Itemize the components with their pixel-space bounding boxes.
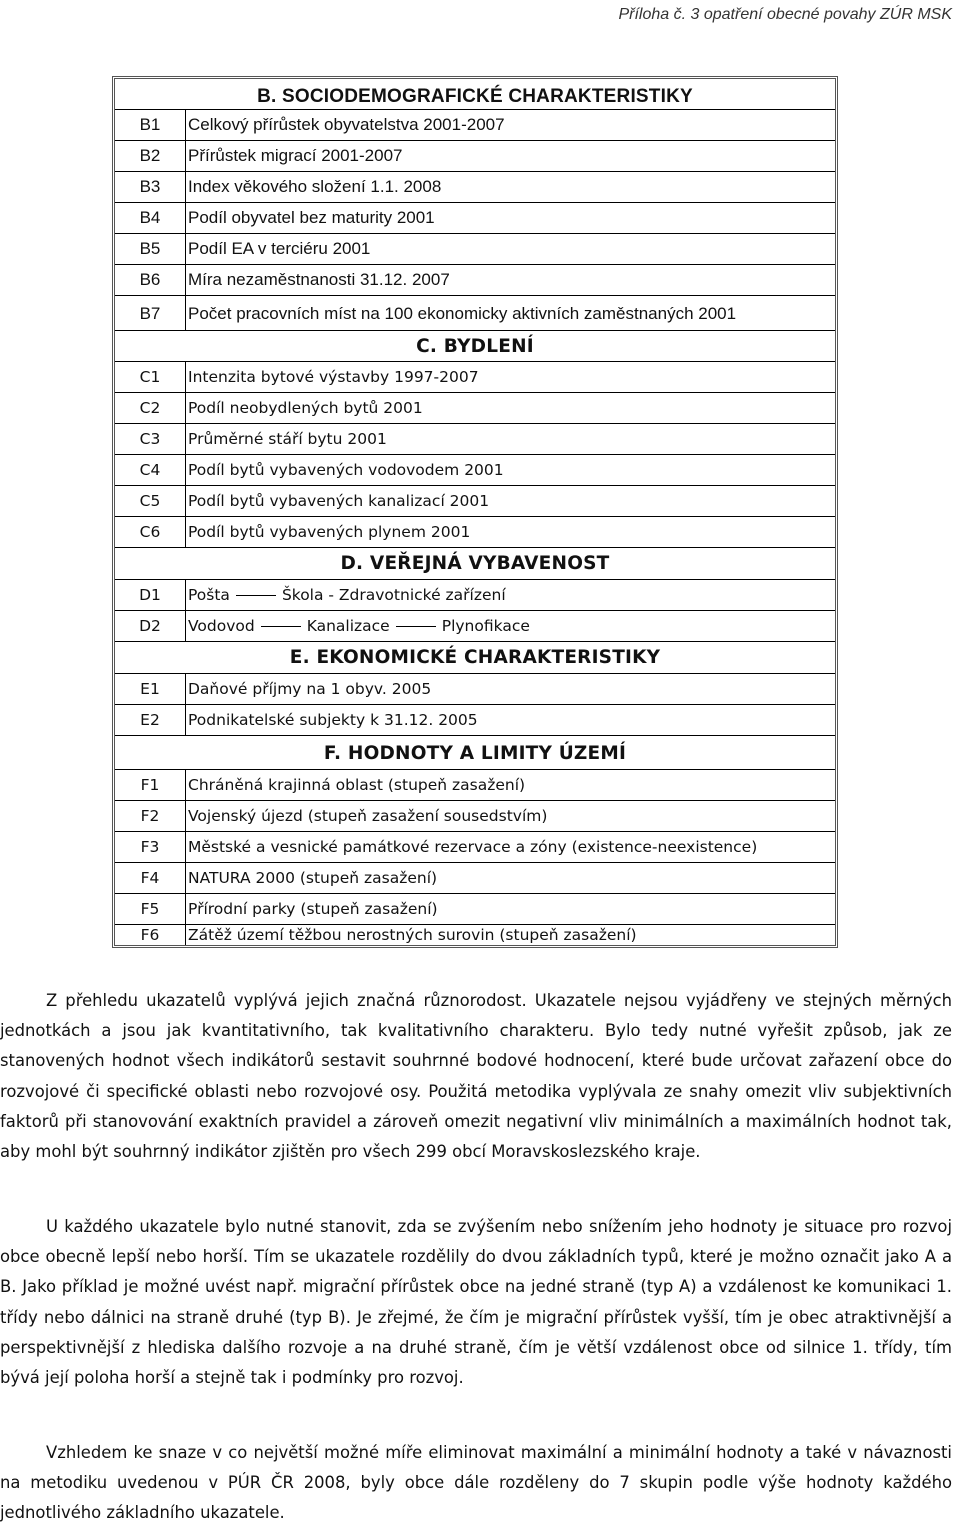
- section-title: D. VEŘEJNÁ VYBAVENOST: [340, 553, 610, 574]
- row-label: Podnikatelské subjekty k 31.12. 2005: [188, 711, 478, 729]
- row-label: Vojenský újezd (stupeň zasažení sousedstvím): [188, 807, 548, 825]
- row-label: Podíl EA v terciéru 2001: [188, 239, 371, 258]
- separator-line: [261, 626, 301, 627]
- row-label-part: Plynofikace: [441, 617, 530, 635]
- section-title: C. BYDLENÍ: [416, 336, 534, 357]
- row-code: E2: [140, 711, 160, 729]
- table-row: [115, 203, 835, 234]
- row-label: Průměrné stáří bytu 2001: [188, 430, 387, 448]
- row-label: Podíl bytů vybavených vodovodem 2001: [188, 461, 504, 479]
- row-code: B4: [139, 208, 161, 227]
- table-row: [115, 925, 835, 945]
- section-title: B. SOCIODEMOGRAFICKÉ CHARAKTERISTIKY: [257, 86, 693, 107]
- table-row: [115, 863, 835, 894]
- section-title: F. HODNOTY A LIMITY ÚZEMÍ: [323, 743, 627, 764]
- row-label: Podíl bytů vybavených kanalizací 2001: [188, 492, 490, 510]
- row-label-part: Pošta: [188, 586, 230, 604]
- row-code: E1: [140, 680, 160, 698]
- row-label-part: Kanalizace: [306, 617, 390, 635]
- indicator-table: [112, 76, 838, 948]
- table-row: [115, 674, 835, 705]
- row-code: F3: [140, 838, 160, 856]
- row-label: NATURA 2000 (stupeň zasažení): [188, 869, 438, 887]
- row-label: [188, 580, 831, 610]
- paragraph: U každého ukazatele bylo nutné stanovit, zda se zvýšením nebo snížením jeho hodnoty je situace pro rozvoj obce obecně lepší nebo horší. Tím se ukazatele rozdělily do dvou základních typů, které je možno označit jako A a B. Jako příklad je možné uvést např. migrační přírůstek obce na jedné straně (typ A) a vzdálenost ke komunikaci 1. třídy nebo dálnici na straně druhé (typ B). Je zřejmé, že čím je migrační přírůstek vyšší, tím je obec atraktivnější a perspektivnější z hlediska dalšího rozvoje a na druhé straně, čím je větší vzdálenost obce od silnice 1. třídy, tím bývá její poloha horší a stejně tak i podmínky pro rozvoj.: [0, 1217, 952, 1388]
- row-label: Chráněná krajinná oblast (stupeň zasažení): [188, 776, 526, 794]
- header-note: Příloha č. 3 opatření obecné povahy ZÚR MSK: [618, 6, 952, 23]
- row-code: C6: [139, 523, 161, 541]
- table-row: [115, 611, 835, 642]
- paragraph: Z přehledu ukazatelů vyplývá jejich značná různorodost. Ukazatele nejsou vyjádřeny ve stejných měrných jednotkách a jsou jak kvantitativního, tak kvalitativního charakteru. Bylo tedy nutné vyřešit způsob, jak ze stanovených hodnot všech indikátorů sestavit souhrnné bodové hodnocení, které bude určovat zařazení obce do rozvojové či specifické oblasti nebo rozvojové osy. Použitá metodika vyplývala ze snahy omezit vliv subjektivních faktorů při stanovování exaktních pravidel a zároveň omezit negativní vliv minimálních a maximálních hodnot tak, aby mohl být souhrnný indikátor zjištěn pro všech 299 obcí Moravskoslezského kraje.: [0, 991, 952, 1162]
- row-code: C3: [139, 430, 161, 448]
- table-row: [115, 517, 835, 548]
- table-row: [115, 234, 835, 265]
- separator-line: [396, 626, 436, 627]
- row-code: C2: [139, 399, 161, 417]
- row-label: Přírůstek migrací 2001-2007: [188, 146, 403, 165]
- row-code: F2: [140, 807, 160, 825]
- row-label-part: Škola - Zdravotnické zařízení: [281, 586, 506, 604]
- section-header-c: [115, 331, 835, 362]
- row-code: F5: [140, 900, 160, 918]
- table-row: [115, 832, 835, 863]
- table-row: [115, 486, 835, 517]
- row-label: Intenzita bytové výstavby 1997-2007: [188, 368, 479, 386]
- row-code: B6: [139, 270, 161, 289]
- row-code: B5: [139, 239, 161, 258]
- row-label: Městské a vesnické památkové rezervace a zóny (existence-neexistence): [188, 838, 758, 856]
- row-label: Zátěž území těžbou nerostných surovin (stupeň zasažení): [188, 926, 637, 944]
- row-code: F4: [140, 869, 160, 887]
- row-code: C1: [139, 368, 161, 386]
- table-row: [115, 172, 835, 203]
- section-title: E. EKONOMICKÉ CHARAKTERISTIKY: [289, 647, 661, 668]
- row-code: F6: [140, 926, 160, 944]
- row-code: C5: [139, 492, 161, 510]
- row-label: Celkový přírůstek obyvatelstva 2001-2007: [188, 115, 505, 134]
- section-header-b: [115, 83, 835, 110]
- table-row: [115, 894, 835, 925]
- row-code: B1: [139, 115, 161, 134]
- row-code: D2: [139, 617, 161, 635]
- row-code: F1: [140, 776, 160, 794]
- row-label: Míra nezaměstnanosti 31.12. 2007: [188, 270, 450, 289]
- table-row: [115, 801, 835, 832]
- row-label: Podíl bytů vybavených plynem 2001: [188, 523, 471, 541]
- row-label: Počet pracovních míst na 100 ekonomicky aktivních zaměstnaných 2001: [188, 304, 737, 323]
- table-row: [115, 580, 835, 611]
- section-header-d: [115, 548, 835, 580]
- row-code: B3: [139, 177, 161, 196]
- row-code: C4: [139, 461, 161, 479]
- table-row: [115, 770, 835, 801]
- row-label: Podíl obyvatel bez maturity 2001: [188, 208, 435, 227]
- table-row: [115, 455, 835, 486]
- section-header-f: [115, 736, 835, 770]
- row-label: [188, 611, 831, 641]
- row-label-part: Vodovod: [188, 617, 255, 635]
- table-row: [115, 393, 835, 424]
- table-row: [115, 705, 835, 736]
- row-label: Podíl neobydlených bytů 2001: [188, 399, 423, 417]
- table-row: [115, 110, 835, 141]
- separator-line: [236, 595, 276, 596]
- row-label: Přírodní parky (stupeň zasažení): [188, 900, 438, 918]
- row-code: D1: [139, 586, 161, 604]
- table-row: [115, 362, 835, 393]
- paragraph: Vzhledem ke snaze v co největší možné míře eliminovat maximální a minimální hodnoty a také v návaznosti na metodiku uvedenou v PÚR ČR 2008, byly obce dále rozděleny do 7 skupin podle výše hodnoty každého jednotlivého základního ukazatele.: [0, 1443, 952, 1523]
- section-header-e: [115, 642, 835, 674]
- table-row: [115, 141, 835, 172]
- row-label: Daňové příjmy na 1 obyv. 2005: [188, 680, 432, 698]
- table-row: [115, 296, 835, 331]
- table-row: [115, 424, 835, 455]
- table-row: [115, 265, 835, 296]
- row-label: Index věkového složení 1.1. 2008: [188, 177, 442, 196]
- row-code: B7: [139, 304, 161, 323]
- row-code: B2: [139, 146, 161, 165]
